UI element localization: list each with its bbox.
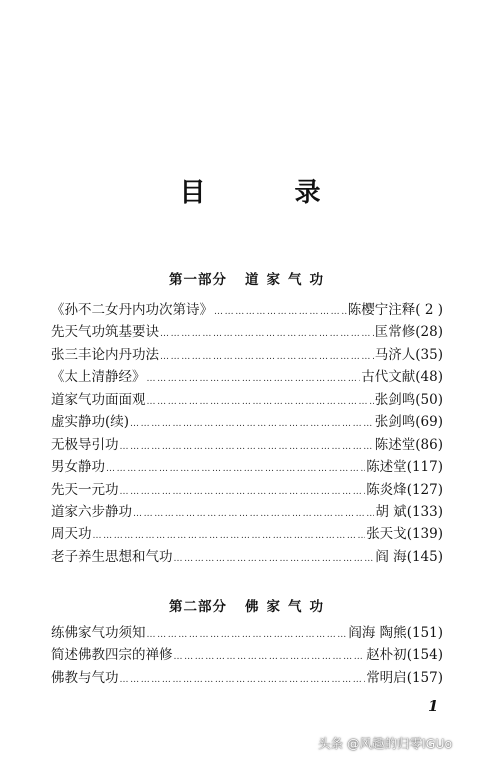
watermark: 头条 @风趣的归零IGUo: [318, 736, 453, 751]
toc-entry-title: 张三丰论内丹功法: [51, 346, 159, 363]
toc-leader-dots: [147, 368, 361, 390]
toc-entry-author: 古代文献: [361, 369, 416, 386]
toc-leader-dots: [174, 548, 375, 570]
toc-leader-dots: [130, 413, 374, 435]
toc-entry-author: 胡 斌: [375, 503, 407, 520]
toc-entry-page: (151): [406, 625, 443, 641]
section-heading-part-1: [0, 268, 500, 288]
toc-entry-page: (35): [415, 346, 443, 363]
toc-entry-title: 《太上清静经》: [51, 369, 146, 386]
toc-entry[interactable]: [51, 411, 443, 433]
toc-entry-title: 男女静功: [51, 459, 105, 476]
toc-entry-title: 先天气功筑基要诀: [51, 324, 159, 341]
toc-entry-author: 张天戈: [366, 526, 407, 543]
toc-leader-dots: [147, 391, 374, 413]
toc-entry[interactable]: [51, 299, 443, 321]
toc-entry[interactable]: [51, 622, 443, 644]
toc-entry-title: 道家六步静功: [51, 503, 132, 520]
page-title: 目 录: [179, 178, 361, 208]
toc-entry[interactable]: [51, 501, 443, 523]
toc-leader-dots: [214, 301, 347, 323]
toc-leader-dots: [120, 481, 366, 503]
toc-entry-title: 先天一元功: [51, 481, 119, 498]
toc-entry-page: (48): [415, 369, 443, 386]
toc-leader-dots: [93, 525, 366, 547]
toc-entry-author: 常明启: [366, 669, 407, 686]
toc-entry-page: (50): [415, 391, 443, 408]
toc-leader-dots: [160, 323, 374, 345]
toc-entry-author: 阎 海: [375, 548, 407, 565]
toc-leader-dots: [106, 458, 365, 480]
toc-entry-title: 《孙不二女丹内功次第诗》: [51, 302, 213, 318]
toc-entry-author: 张剑鸣: [374, 414, 416, 431]
toc-entry[interactable]: [51, 546, 443, 568]
toc-list-part-2: [51, 622, 443, 689]
toc-entry-page: (154): [406, 647, 443, 664]
toc-entry-page: (127): [406, 481, 443, 498]
toc-entry[interactable]: [51, 389, 443, 411]
toc-entry-author: 阎海 陶熊: [348, 625, 407, 641]
toc-entry-page: (69): [415, 414, 443, 431]
toc-entry-page: (117): [406, 459, 443, 476]
toc-entry-title: 简述佛教四宗的禅修: [51, 647, 173, 664]
toc-entry-title: 道家气功面面观: [51, 391, 146, 408]
section-name: 道家气功: [245, 272, 331, 288]
toc-entry-page: (145): [406, 548, 443, 565]
toc-leader-dots: [147, 624, 348, 646]
toc-entry[interactable]: [51, 456, 443, 478]
section-heading-part-2: [0, 595, 500, 615]
toc-entry[interactable]: [51, 523, 443, 545]
toc-entry[interactable]: [51, 434, 443, 456]
toc-entry-page: (157): [406, 669, 443, 686]
toc-leader-dots: [120, 436, 374, 458]
toc-leader-dots: [133, 503, 374, 525]
page-number: 1: [428, 697, 439, 715]
toc-entry[interactable]: [51, 321, 443, 343]
toc-entry-author: 匡常修: [374, 324, 416, 341]
toc-entry-title: 练佛家气功须知: [51, 625, 146, 641]
section-part-label: 第一部分: [169, 272, 227, 288]
toc-entry[interactable]: [51, 667, 443, 689]
toc-entry-author: 陈樱宁注释: [347, 302, 416, 318]
toc-entry-page: (133): [406, 503, 443, 520]
section-part-label: 第二部分: [169, 599, 227, 615]
toc-entry[interactable]: [51, 366, 443, 388]
toc-entry-author: 陈述堂: [366, 459, 407, 476]
toc-entry-page: ( 2 ): [415, 302, 443, 318]
toc-entry[interactable]: [51, 644, 443, 666]
toc-entry-title: 无极导引功: [51, 436, 119, 453]
toc-leader-dots: [120, 669, 366, 691]
toc-entry[interactable]: [51, 344, 443, 366]
toc-entry-author: 马济人: [374, 346, 416, 363]
toc-entry-page: (28): [415, 324, 443, 341]
toc-entry-author: 陈炎烽: [366, 481, 407, 498]
toc-entry-title: 老子养生思想和气功: [51, 548, 173, 565]
toc-entry-title: 周天功: [51, 526, 92, 543]
toc-entry-author: 张剑鸣: [374, 391, 416, 408]
toc-entry-title: 虚实静功(续): [51, 414, 130, 431]
section-name: 佛家气功: [245, 599, 331, 615]
toc-leader-dots: [174, 646, 366, 668]
toc-entry-author: 赵朴初: [366, 647, 407, 664]
toc-entry-page: (86): [415, 436, 443, 453]
toc-entry-title: 佛教与气功: [51, 669, 119, 686]
toc-entry[interactable]: [51, 479, 443, 501]
toc-list-part-1: [51, 299, 443, 568]
toc-entry-author: 陈述堂: [374, 436, 416, 453]
toc-entry-page: (139): [406, 526, 443, 543]
toc-leader-dots: [160, 346, 374, 368]
